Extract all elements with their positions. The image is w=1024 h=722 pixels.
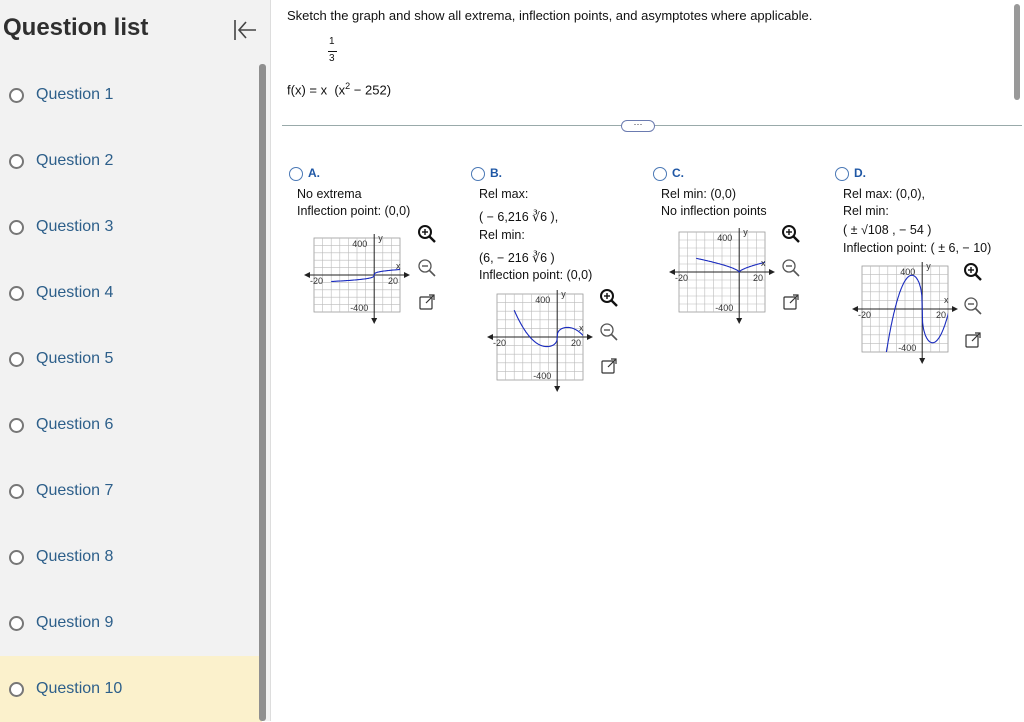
sidebar-item-label: Question 4 (36, 284, 114, 301)
fx-factor-exponent: 2 (345, 81, 351, 91)
question-status-radio-icon (9, 286, 24, 301)
sidebar-item-question-1[interactable] (0, 62, 262, 128)
x-min-label: -20 (858, 310, 872, 320)
question-status-radio-icon (9, 154, 24, 169)
popout-button-option-a[interactable] (417, 292, 437, 312)
magnifier-handle (612, 301, 618, 307)
y-axis-arrow-down (919, 358, 925, 364)
question-status-radio-icon (9, 352, 24, 367)
sidebar-item-label: Question 8 (36, 548, 114, 565)
zoom-in-button-option-c[interactable] (781, 224, 801, 244)
x-axis-label: x (761, 258, 766, 268)
sidebar-item-label: Question 5 (36, 350, 114, 367)
x-axis-arrow (952, 306, 958, 312)
x-max-label: 20 (936, 310, 947, 320)
fx-factor: (x (334, 82, 346, 98)
option-b-line-2: ( − 6,216 ∛6 ), (479, 210, 559, 224)
zoom-in-button-option-b[interactable] (599, 288, 619, 308)
y-min-label: -400 (898, 343, 917, 353)
exponent-numerator: 1 (329, 36, 335, 47)
option-c-radio[interactable] (653, 167, 667, 181)
x-min-label: -20 (310, 276, 324, 286)
y-axis-label: y (926, 261, 931, 271)
magnifier-handle (430, 271, 436, 277)
zoom-in-button-option-a[interactable] (417, 224, 437, 244)
y-max-label: 400 (900, 267, 916, 277)
collapse-sidebar-button[interactable] (232, 18, 258, 42)
graph-option-b[interactable] (483, 288, 595, 396)
sidebar-item-label: Question 1 (36, 86, 114, 103)
magnifier-handle (976, 309, 982, 315)
sidebar-item-question-9[interactable] (0, 590, 262, 656)
option-b-line-3: Rel min: (479, 228, 525, 242)
magnifier-handle (430, 237, 436, 243)
question-list-sidebar (0, 0, 271, 721)
popout-icon (781, 292, 801, 312)
popout-button-option-b[interactable] (599, 356, 619, 376)
sidebar-item-label: Question 3 (36, 218, 114, 235)
x-axis-label: x (579, 323, 584, 333)
y-min-label: -400 (350, 303, 369, 313)
zoom-out-button-option-b[interactable] (599, 322, 619, 342)
y-min-label: -400 (533, 371, 552, 381)
zoom-out-icon (417, 258, 437, 278)
option-a-line-2: Inflection point: (0,0) (297, 204, 411, 218)
popout-icon (963, 330, 983, 350)
option-b-line-4: (6, − 216 ∛6 ) (479, 251, 555, 265)
question-status-radio-icon (9, 418, 24, 433)
question-status-radio-icon (9, 220, 24, 235)
question-status-radio-icon (9, 616, 24, 631)
x-min-label: -20 (675, 273, 689, 283)
magnifier-handle (976, 275, 982, 281)
option-a-line-1: No extrema (297, 187, 362, 201)
x-max-label: 20 (571, 338, 582, 348)
fx-factor-rest: − 252) (350, 82, 392, 98)
sidebar-item-label: Question 2 (36, 152, 114, 169)
option-c-line-2: No inflection points (661, 204, 767, 218)
option-a-radio[interactable] (289, 167, 303, 181)
graph-option-a[interactable] (300, 232, 412, 328)
question-prompt: Sketch the graph and show all extrema, inflection points, and asymptotes where applicable. (287, 8, 813, 23)
zoom-out-button-option-c[interactable] (781, 258, 801, 278)
popout-button-option-d[interactable] (963, 330, 983, 350)
function-body (287, 81, 391, 97)
zoom-in-button-option-d[interactable] (963, 262, 983, 282)
y-max-label: 400 (352, 239, 368, 249)
expand-more-button[interactable]: ⋯ (621, 120, 655, 132)
popout-arrow (426, 295, 434, 303)
x-axis-arrow (404, 272, 410, 278)
zoom-in-icon (599, 288, 619, 308)
magnifier-handle (794, 237, 800, 243)
zoom-out-icon (781, 258, 801, 278)
question-status-radio-icon (9, 550, 24, 565)
option-d-line-4: Inflection point: ( ± 6, − 10) (843, 241, 992, 255)
magnifier-handle (794, 271, 800, 277)
option-d-letter: D. (854, 166, 866, 180)
question-status-radio-icon (9, 88, 24, 103)
x-axis-label: x (944, 295, 949, 305)
option-b-radio[interactable] (471, 167, 485, 181)
option-d-line-1: Rel max: (0,0), (843, 187, 925, 201)
zoom-in-icon (963, 262, 983, 282)
zoom-in-icon (417, 224, 437, 244)
option-b-line-1: Rel max: (479, 187, 529, 201)
popout-arrow (608, 359, 616, 367)
y-axis-arrow-down (736, 318, 742, 324)
sidebar-item-label: Question 6 (36, 416, 114, 433)
y-axis-arrow-down (554, 386, 560, 392)
magnifier-handle (612, 335, 618, 341)
y-min-label: -400 (715, 303, 734, 313)
option-b-line-5: Inflection point: (0,0) (479, 268, 593, 282)
collapse-left-icon (232, 18, 258, 42)
sidebar-item-question-6[interactable] (0, 392, 262, 458)
y-max-label: 400 (535, 295, 551, 305)
option-c-line-1: Rel min: (0,0) (661, 187, 737, 201)
option-d-radio[interactable] (835, 167, 849, 181)
popout-arrow (972, 333, 980, 341)
y-axis-label: y (561, 289, 566, 299)
sidebar-scrollbar[interactable] (259, 64, 266, 721)
fraction-bar (328, 51, 337, 52)
popout-icon (417, 292, 437, 312)
sidebar-item-label: Question 10 (36, 680, 123, 697)
option-c-letter: C. (672, 166, 684, 180)
sidebar-item-label: Question 7 (36, 482, 114, 499)
y-max-label: 400 (717, 233, 733, 243)
y-axis-arrow-down (371, 318, 377, 324)
option-b-letter: B. (490, 166, 502, 180)
function-expression (287, 36, 487, 102)
option-d-line-2: Rel min: (843, 204, 889, 218)
sidebar-item-question-4[interactable] (0, 260, 262, 326)
sidebar-item-question-7[interactable] (0, 458, 262, 524)
option-a-letter: A. (308, 166, 320, 180)
sidebar-item-question-3[interactable] (0, 194, 262, 260)
fx-prefix: f(x) = x (287, 82, 328, 98)
y-axis-label: y (743, 227, 748, 237)
question-status-radio-icon (9, 682, 24, 697)
exponent-denominator: 3 (329, 53, 335, 64)
y-axis-label: y (378, 233, 383, 243)
popout-icon (599, 356, 619, 376)
x-axis-arrow (769, 269, 775, 275)
sidebar-item-question-10[interactable] (0, 656, 262, 722)
question-status-radio-icon (9, 484, 24, 499)
popout-button-option-c[interactable] (781, 292, 801, 312)
sidebar-item-label: Question 9 (36, 614, 114, 631)
zoom-in-icon (781, 224, 801, 244)
zoom-out-button-option-a[interactable] (417, 258, 437, 278)
sidebar-title: Question list (3, 14, 149, 41)
zoom-out-icon (963, 296, 983, 316)
question-list (0, 62, 262, 722)
zoom-out-icon (599, 322, 619, 342)
x-max-label: 20 (388, 276, 399, 286)
popout-arrow (790, 295, 798, 303)
sidebar-item-question-5[interactable] (0, 326, 262, 392)
graph-option-c[interactable] (665, 226, 777, 328)
x-max-label: 20 (753, 273, 764, 283)
main-scrollbar[interactable] (1014, 4, 1020, 100)
x-min-label: -20 (493, 338, 507, 348)
x-axis-arrow (587, 334, 593, 340)
x-axis-label: x (396, 261, 401, 271)
zoom-out-button-option-d[interactable] (963, 296, 983, 316)
sidebar-item-question-2[interactable] (0, 128, 262, 194)
graph-option-d[interactable] (848, 260, 960, 368)
sidebar-item-question-8[interactable] (0, 524, 262, 590)
option-d-line-3: ( ± √108 , − 54 ) (843, 223, 932, 237)
